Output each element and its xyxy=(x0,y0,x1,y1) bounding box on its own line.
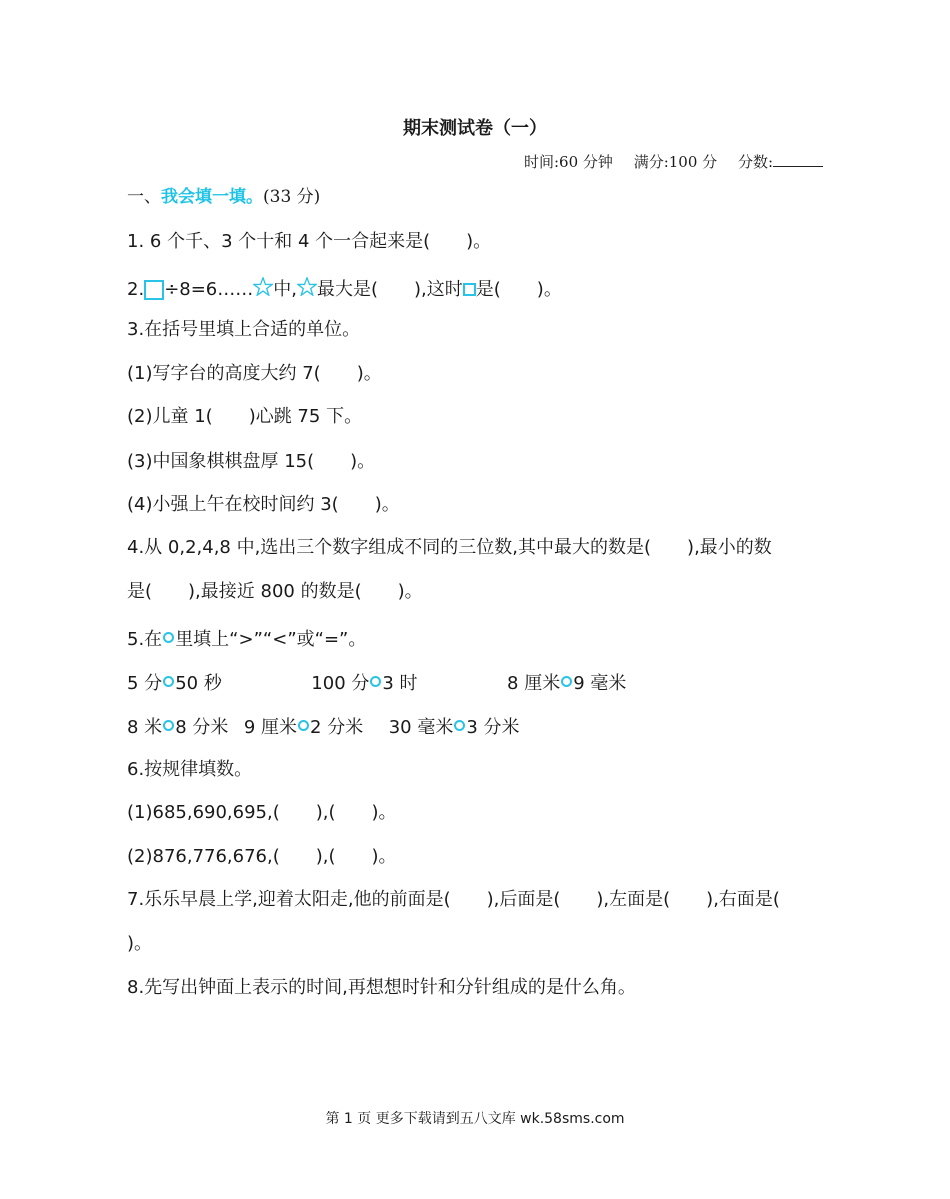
question-2 xyxy=(127,275,562,301)
q2-equation: ÷8=6…… xyxy=(164,279,254,300)
circle-icon[interactable] xyxy=(163,676,174,687)
q5-stem-b: 里填上“>”“<”或“=”。 xyxy=(175,629,367,650)
compare-left: 5 分 xyxy=(127,673,163,694)
question-3-stem: 3.在括号里填上合适的单位。 xyxy=(127,319,361,340)
section-title: 我会填一填。 xyxy=(161,187,263,207)
q2-number: 2. xyxy=(127,279,145,300)
question-3-item: (4)小强上午在校时间约 3( )。 xyxy=(127,494,400,515)
question-7-line-1: 7.乐乐早晨上学,迎着太阳走,他的前面是( ),后面是( ),左面是( ),右面是( xyxy=(127,889,780,910)
circle-icon xyxy=(163,632,174,643)
compare-item xyxy=(244,717,363,738)
compare-right: 50 秒 xyxy=(175,673,222,694)
page-footer: 第 1 页 更多下载请到五八文库 wk.58sms.com xyxy=(325,1111,625,1127)
question-4-line-1: 4.从 0,2,4,8 中,选出三个数字组成不同的三位数,其中最大的数是( ),最小的数 xyxy=(127,537,772,558)
square-icon xyxy=(144,280,164,300)
circle-icon[interactable] xyxy=(561,676,572,687)
compare-item xyxy=(507,673,626,694)
compare-right: 8 分米 xyxy=(175,717,229,738)
question-3-item: (1)写字台的高度大约 7( )。 xyxy=(127,363,382,384)
question-6-stem: 6.按规律填数。 xyxy=(127,759,253,780)
compare-left: 9 厘米 xyxy=(243,717,298,738)
question-5-stem xyxy=(127,625,366,651)
compare-left: 8 厘米 xyxy=(507,673,561,694)
compare-item xyxy=(127,673,222,694)
compare-right: 9 毫米 xyxy=(573,673,627,694)
section-prefix: 一、 xyxy=(127,187,161,207)
compare-item xyxy=(389,717,520,738)
question-6-item: (2)876,776,676,( ),( )。 xyxy=(127,846,397,867)
question-8: 8.先写出钟面上表示的时间,再想想时针和分针组成的是什么角。 xyxy=(127,977,636,998)
compare-left: 8 米 xyxy=(127,717,163,738)
question-6-item: (1)685,690,695,( ),( )。 xyxy=(127,802,397,823)
compare-right: 3 时 xyxy=(382,673,418,694)
compare-item xyxy=(311,673,417,694)
question-5-row-2 xyxy=(127,713,520,739)
score-label: 分数: xyxy=(737,153,773,171)
q5-stem-a: 5.在 xyxy=(127,629,163,650)
square-icon xyxy=(463,283,476,296)
circle-icon[interactable] xyxy=(454,720,465,731)
section-heading xyxy=(127,182,320,207)
circle-icon[interactable] xyxy=(163,720,174,731)
question-3-item: (3)中国象棋棋盘厚 15( )。 xyxy=(127,451,376,472)
question-4-line-2: 是( ),最接近 800 的数是( )。 xyxy=(127,581,423,602)
compare-item xyxy=(127,717,228,738)
compare-right: 3 分米 xyxy=(466,717,520,738)
time-limit: 时间:60 分钟 xyxy=(524,153,613,171)
compare-left: 100 分 xyxy=(311,673,370,694)
page-title: 期末测试卷（一） xyxy=(403,118,547,139)
circle-icon[interactable] xyxy=(298,720,309,731)
question-7-line-2: )。 xyxy=(127,933,153,954)
q2-text-1: 中, xyxy=(273,279,297,300)
compare-right: 2 分米 xyxy=(310,717,364,738)
compare-left: 30 毫米 xyxy=(388,717,454,738)
q2-text-3: 是( )。 xyxy=(475,279,562,300)
q2-text-2: 最大是( ),这时 xyxy=(317,279,463,300)
circle-icon[interactable] xyxy=(370,676,381,687)
exam-meta xyxy=(508,151,823,172)
question-5-row-1 xyxy=(127,669,626,695)
star-icon xyxy=(297,277,317,296)
section-points: (33 分) xyxy=(263,187,321,207)
score-blank[interactable] xyxy=(773,166,823,167)
question-3-item: (2)儿童 1( )心跳 75 下。 xyxy=(127,406,363,427)
question-1: 1. 6 个千、3 个十和 4 个一合起来是( )。 xyxy=(127,231,492,252)
full-score: 满分:100 分 xyxy=(633,153,718,171)
star-icon xyxy=(253,277,273,296)
